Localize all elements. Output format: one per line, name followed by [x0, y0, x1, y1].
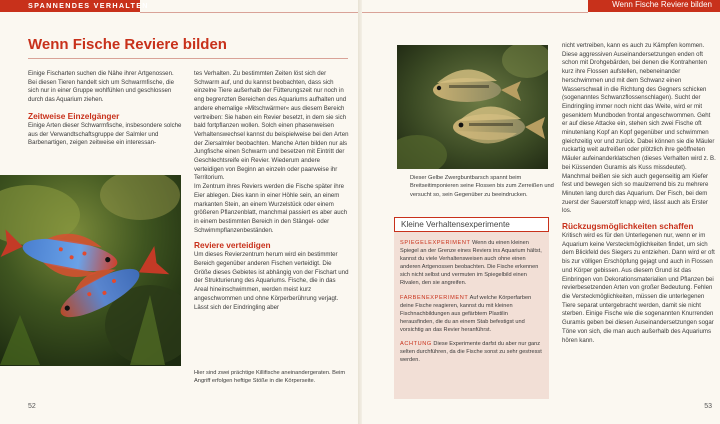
intro-paragraph: Einige Fischarten suchen die Nähe ihrer Artgenossen. Bei diesen Tieren handelt sich um Schwarmfische, die sich nur in einer Gruppe wohlfühlen und geschlossen durch das Aquarium ziehen. — [28, 70, 174, 104]
right-page — [362, 0, 720, 424]
header-rule — [140, 12, 358, 13]
subheading-rueckzug: Rückzugsmöglichkeiten schaffen — [562, 221, 694, 232]
experiment-item — [400, 294, 543, 334]
experiment-item — [400, 239, 543, 288]
cichlid-photo — [397, 45, 548, 169]
killifish-photo — [0, 175, 181, 366]
right-column — [562, 42, 716, 345]
photo-caption-left: Hier sind zwei prächtige Killifische aneinandergeraten. Beim Angriff erfolgen heftige Stöße in die Körperseite. — [194, 370, 346, 385]
experiment-keyword: ACHTUNG — [400, 341, 432, 348]
left-column-1 — [28, 70, 183, 148]
info-box-experiments — [394, 217, 549, 399]
running-title: Wenn Fische Reviere bilden — [612, 0, 712, 9]
experiment-keyword: SPIEGELEXPERIMENT — [400, 240, 471, 246]
paragraph: Einige Arten dieser Schwarmfische, insbesondere solche aus der Verwandtschaftsgruppe der Salmler und Barbenartigen, zeigen zeitweise ein interessan- — [28, 121, 182, 147]
experiment-item — [400, 340, 543, 364]
paragraph: nicht vertreiben, kann es auch zu Kämpfen kommen. Diese aggressiven Auseinandersetzungen enden oft schon mit Drohgebärden, bei denen die Kontrahenten kurz ihre Flossen aufstellen, nebeneinander herschwimmen und mit dem Schwanz einen Wasserschwall in die Richtung des Gegners schicken (sogenanntes Schwanzflossenschlagen). Sucht der Eindringling immer noch nicht das Weite, wird er mit gesenktem Mundboden frontal angeschwommen. Geht er auf diese Attacke ein, stehen sich zwei Fische oft minutenlang Kopf an Kopf gegenüber und schwimmen gleichzeitig vor und zurück. Dabei können sie die Mäuler ruckartig weit aufreißen oder plötzlich ihre geöffneten Mäuler aufeinanderklatschen (dieses Verhalten wird z. B. bei Küssenden Guramis als Kuss missdeutet). Manchmal beißen sie sich auch gegenseitig am Kiefer fest und bewegen sich so maulzerrend bis zu mehrere Minuten lang durch das Aquarium. Der Fisch, bei dem zuerst der Sauerstoff knapp wird, lässt auch als Erster los. — [562, 42, 716, 215]
page-number-right: 53 — [704, 403, 712, 410]
experiment-text: Diese Experimente darfst du aber nur ganz selten durchführen, da die Fische sonst zu sehr gestresst werden. — [400, 341, 542, 364]
page-number-left: 52 — [28, 403, 36, 410]
experiment-text: Auf welche Körperfarben deine Fische reagieren, kannst du mit kleinen Fischnachbildungen aus gefärbtem Plastilin herausfinden, die du an einem Stab befestigst und vorsichtig an das Revier heranführst. — [400, 294, 532, 333]
experiment-text: Wenn du einen kleinen Spiegel an der Grenze eines Reviers ins Aquarium hältst, kannst du viele Verhaltensweisen auch ohne einen anderen Artgenossen beobachten. Die Fische erkennen sich nicht selbst und vermuten im Spiegelbild einen Rivalen, den sie angreifen. — [400, 240, 542, 287]
subheading-einzelgaenger: Zeitweise Einzelgänger — [28, 110, 120, 121]
section-label: SPANNENDES VERHALTEN — [28, 1, 149, 10]
left-column-2 — [194, 70, 350, 312]
subheading-reviere-verteidigen: Reviere verteidigen — [194, 240, 271, 251]
experiment-keyword: FARBENEXPERIMENT — [400, 294, 469, 301]
info-box-header — [394, 217, 549, 232]
photo-caption-right: Dieser Gelbe Zwergbuntbarsch spannt beim Breitseitimponieren seine Flossen bis zum Zerreißen und versucht so, sein Gegenüber zu beeindrucken. — [410, 175, 554, 198]
paragraph: Im Zentrum ihres Reviers werden die Fische später ihre Eier ablegen. Dies kann in einer Höhle sein, an einem markanten Stein, an einem Wurzelstück oder einem größeren Pflanzenblatt, manchmal passiert es aber auch in einem bestimmten Bereich in den Stängel- oder Schwimmpflanzenbeständen. — [194, 183, 348, 234]
title-rule — [28, 58, 348, 59]
paragraph: tes Verhalten. Zu bestimmten Zeiten löst sich der Schwarm auf, und du kannst beobachten, dass sich einzelne Tiere außerhalb der Fütterungszeit nur noch in eng begrenzten Bereichen des Aquariums aufhalten und andere ehemalige »Mitschwärmer« aus diesem Bereich vertreiben: Sie haben ein Revier besetzt, in dem sie sich bald fortpflanzen wollen. Solch einen phasenweisen Verhaltenswechsel kannst du beispielweise bei den Arten der Ziersalmler beobachten. Manche Arten bilden nur als Jungfische einen Schwarm und besetzen mit Eintritt der Geschlechtsreife ein Revier. Wiederum andere verteidigen von Beginn an einzeln oder paarweise ihr Territorium. — [194, 70, 349, 182]
paragraph: Um dieses Revierzentrum herum wird ein bestimmter Bereich gegenüber anderen Fischen verteidigt. Die Größe dieses Gebietes ist abhängig von der Fischart und der Strukturierung des Aquariums. Fische, die in das Areal hineinschwimmen, werden meist kurz angeschwommen und ohne Körperberührung verjagt. Lässt sich der Eindringling aber — [194, 251, 349, 311]
left-page — [0, 0, 358, 424]
paragraph: Kritisch wird es für den Unterlegenen nur, wenn er im Aquarium keine Versteckmöglichkeiten findet, um sich dem Blickfeld des Siegers zu entziehen. Dann wird er oft bis zur völligen Erschöpfung gejagt und auch in Flossen und Körper gebissen. Aus diesem Grund ist das Einbringen von Dekorationsmaterialien und Pflanzen bei revierbesetzenden Arten von großer Bedeutung. Fehlen die Versteckmöglichkeiten, müssen die unterlegenen Tiere separat untergebracht werden, damit sie nicht sterben. Einige Fische wie die sogenannten Knurrenden Guramis geben bei diesen Auseinandersetzungen sogar Töne von sich, die man auch außerhalb des Aquariums hören kann. — [562, 232, 715, 344]
info-box-body — [400, 239, 543, 370]
info-box-title: Kleine Verhaltensexperimente — [401, 220, 510, 229]
header-rule — [362, 12, 588, 13]
page-title: Wenn Fische Reviere bilden — [28, 36, 227, 53]
